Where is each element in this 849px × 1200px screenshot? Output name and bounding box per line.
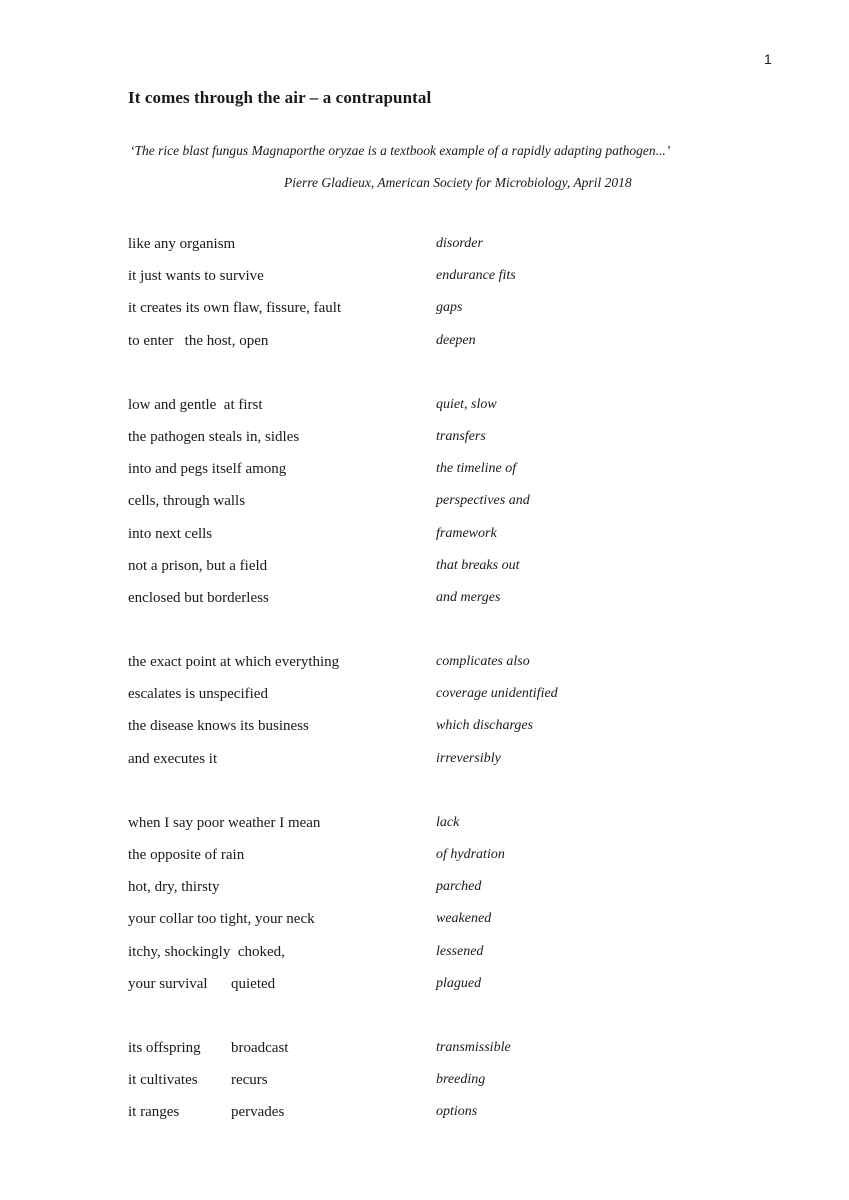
left-voice-text: [128, 330, 268, 352]
poem-title: It comes through the air – a contrapuntal: [128, 88, 432, 107]
poem-line: [128, 394, 688, 426]
right-voice-text: breeding: [436, 1072, 486, 1088]
left-voice-text: [128, 908, 315, 930]
poem-line: [128, 458, 688, 490]
left-voice-phrase: like any organism: [128, 236, 236, 252]
right-voice-text: lessened: [436, 943, 484, 959]
epigraph-credit: Pierre Gladieux, American Society for Microbiology, April 2018: [284, 175, 632, 190]
left-voice-text: [128, 748, 217, 770]
left-voice-phrase: not a prison, but a field: [128, 557, 268, 574]
left-voice-text: [128, 683, 268, 705]
left-voice-phrase: escalates is unspecified: [128, 686, 268, 703]
poem-line: [128, 490, 688, 522]
right-voice-text: plagued: [436, 975, 482, 991]
poem-line: [128, 876, 688, 908]
poem-line: [128, 297, 688, 329]
left-voice-text: [128, 715, 309, 737]
right-voice-text: quiet, slow: [436, 396, 497, 412]
poem-line: [128, 715, 688, 747]
left-voice-text: [128, 1037, 289, 1059]
page-number: 1: [764, 51, 772, 67]
left-voice-second-phrase: broadcast: [231, 1039, 289, 1056]
right-voice-text: irreversibly: [436, 750, 501, 766]
poem-line: [128, 555, 688, 587]
right-voice-text: deepen: [436, 332, 476, 348]
left-voice-phrase: when I say poor weather I mean: [128, 814, 321, 831]
left-voice-phrase: it ranges: [128, 1104, 180, 1121]
left-voice-text: [128, 1101, 285, 1123]
right-voice-text: gaps: [436, 300, 463, 316]
poem-line: [128, 1069, 688, 1101]
left-voice-phrase: cells, through walls: [128, 493, 246, 510]
left-voice-second-phrase: quieted: [231, 975, 276, 992]
right-voice-text: transmissible: [436, 1039, 511, 1055]
right-voice-text: perspectives and: [436, 493, 530, 509]
right-voice-text: coverage unidentified: [436, 686, 558, 702]
left-voice-phrase: the disease knows its business: [128, 718, 309, 735]
left-voice-phrase: into and pegs itself among: [128, 461, 287, 478]
poem-line: [128, 265, 688, 297]
left-voice-phrase: it just wants to survive: [128, 268, 264, 285]
left-voice-phrase: it cultivates: [128, 1072, 198, 1089]
left-voice-phrase: itchy, shockingly choked,: [128, 943, 285, 960]
right-voice-text: the timeline of: [436, 461, 517, 477]
right-voice-text: of hydration: [436, 847, 505, 862]
left-voice-text: [128, 941, 285, 963]
left-voice-second-phrase: pervades: [231, 1104, 285, 1121]
right-voice-text: options: [436, 1104, 478, 1120]
poem-line: [128, 812, 688, 844]
poem-line: [128, 330, 688, 362]
left-voice-text: [128, 523, 212, 545]
poem-line: [128, 1101, 688, 1133]
left-voice-text: [128, 812, 320, 834]
left-voice-phrase: and executes it: [128, 750, 218, 767]
left-voice-phrase: the pathogen steals in, sidles: [128, 428, 300, 445]
left-voice-text: [128, 844, 244, 866]
right-voice-text: endurance fits: [436, 268, 516, 284]
left-voice-text: [128, 458, 286, 480]
poem-line: [128, 426, 688, 458]
left-voice-phrase: hot, dry, thirsty: [128, 879, 220, 896]
left-voice-text: [128, 297, 341, 319]
poem-line: [128, 233, 688, 265]
left-voice-text: [128, 490, 245, 512]
left-voice-text: [128, 587, 269, 609]
stanza: [128, 812, 688, 1005]
left-voice-text: [128, 973, 276, 995]
left-voice-text: [128, 233, 235, 255]
left-voice-text: [128, 555, 267, 577]
poem-body: [128, 233, 688, 1166]
poem-line: [128, 1037, 688, 1069]
stanza: [128, 651, 688, 780]
left-voice-phrase: its offspring: [128, 1039, 201, 1056]
left-voice-text: [128, 1069, 268, 1091]
right-voice-text: disorder: [436, 236, 483, 251]
stanza: [128, 233, 688, 362]
left-voice-text: [128, 265, 264, 287]
right-voice-text: transfers: [436, 428, 486, 444]
poem-line: [128, 651, 688, 683]
right-voice-text: lack: [436, 814, 460, 830]
poem-line: [128, 908, 688, 940]
left-voice-phrase: the exact point at which everything: [128, 654, 340, 671]
right-voice-text: parched: [436, 879, 482, 895]
left-voice-phrase: into next cells: [128, 525, 213, 542]
left-voice-phrase: it creates its own flaw, fissure, fault: [128, 300, 342, 317]
right-voice-text: which discharges: [436, 718, 534, 734]
poem-line: [128, 844, 688, 876]
left-voice-second-phrase: recurs: [231, 1072, 268, 1089]
stanza: [128, 394, 688, 619]
epigraph-quote: ‘The rice blast fungus Magnaporthe oryzae is a textbook example of a rapidly adapting pathogen...’: [130, 143, 671, 158]
left-voice-phrase: your survival: [128, 975, 208, 992]
right-voice-text: weakened: [436, 911, 492, 927]
left-voice-phrase: the opposite of rain: [128, 847, 245, 863]
left-voice-text: [128, 394, 263, 416]
right-voice-text: that breaks out: [436, 557, 520, 573]
left-voice-text: [128, 426, 299, 448]
poem-line: [128, 683, 688, 715]
poem-line: [128, 748, 688, 780]
poem-line: [128, 523, 688, 555]
right-voice-text: complicates also: [436, 654, 530, 670]
left-voice-text: [128, 651, 339, 673]
poem-line: [128, 973, 688, 1005]
left-voice-phrase: enclosed but borderless: [128, 589, 269, 606]
poem-line: [128, 587, 688, 619]
right-voice-text: and merges: [436, 589, 501, 605]
left-voice-phrase: low and gentle at first: [128, 396, 263, 413]
left-voice-text: [128, 876, 220, 898]
stanza: [128, 1037, 688, 1134]
poem-line: [128, 941, 688, 973]
right-voice-text: framework: [436, 525, 497, 541]
left-voice-phrase: to enter the host, open: [128, 332, 269, 349]
left-voice-phrase: your collar too tight, your neck: [128, 911, 315, 928]
